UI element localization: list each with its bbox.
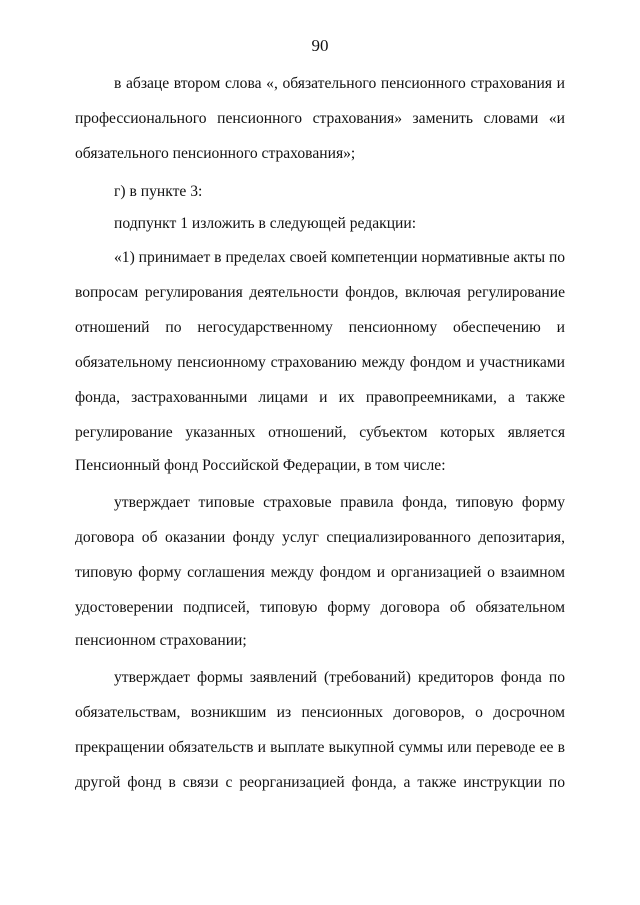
text-line: удостоверении подписей, типовую форму договора об обязательном [75,599,565,616]
text-line: вопросам регулирования деятельности фондов, включая регулирование [75,284,565,301]
text-line: утверждает типовые страховые правила фонда, типовую форму [114,494,565,511]
text-line: прекращении обязательств и выплате выкупной суммы или переводе ее в [75,739,565,756]
text-line: обязательствам, возникшим из пенсионных договоров, о досрочном [75,704,565,721]
text-line: профессионального пенсионного страхования» заменить словами «и [75,110,565,127]
text-line: в абзаце втором слова «, обязательного пенсионного страхования и [114,75,565,92]
text-line: другой фонд в связи с реорганизацией фонда, а также инструкции по [75,774,565,791]
text-line: Пенсионный фонд Российской Федерации, в том числе: [75,457,446,474]
text-line: договора об оказании фонду услуг специализированного депозитария, [75,529,565,546]
text-line: обязательному пенсионному страхованию между фондом и участниками [75,354,565,371]
text-line: утверждает формы заявлений (требований) кредиторов фонда по [114,669,565,686]
text-line: обязательного пенсионного страхования»; [75,145,356,162]
text-line: отношений по негосударственному пенсионному обеспечению и [75,319,565,336]
text-line: пенсионном страховании; [75,632,247,649]
text-line: регулирование указанных отношений, субъектом которых является [75,424,565,441]
text-line: «1) принимает в пределах своей компетенции нормативные акты по [114,249,566,266]
page-number: 90 [311,36,329,55]
text-line: г) в пункте 3: [114,183,203,200]
text-line: фонда, застрахованными лицами и их правопреемниками, а также [75,389,565,406]
text-line: подпункт 1 изложить в следующей редакции: [114,215,417,232]
text-line: типовую форму соглашения между фондом и организацией о взаимном [75,564,565,581]
